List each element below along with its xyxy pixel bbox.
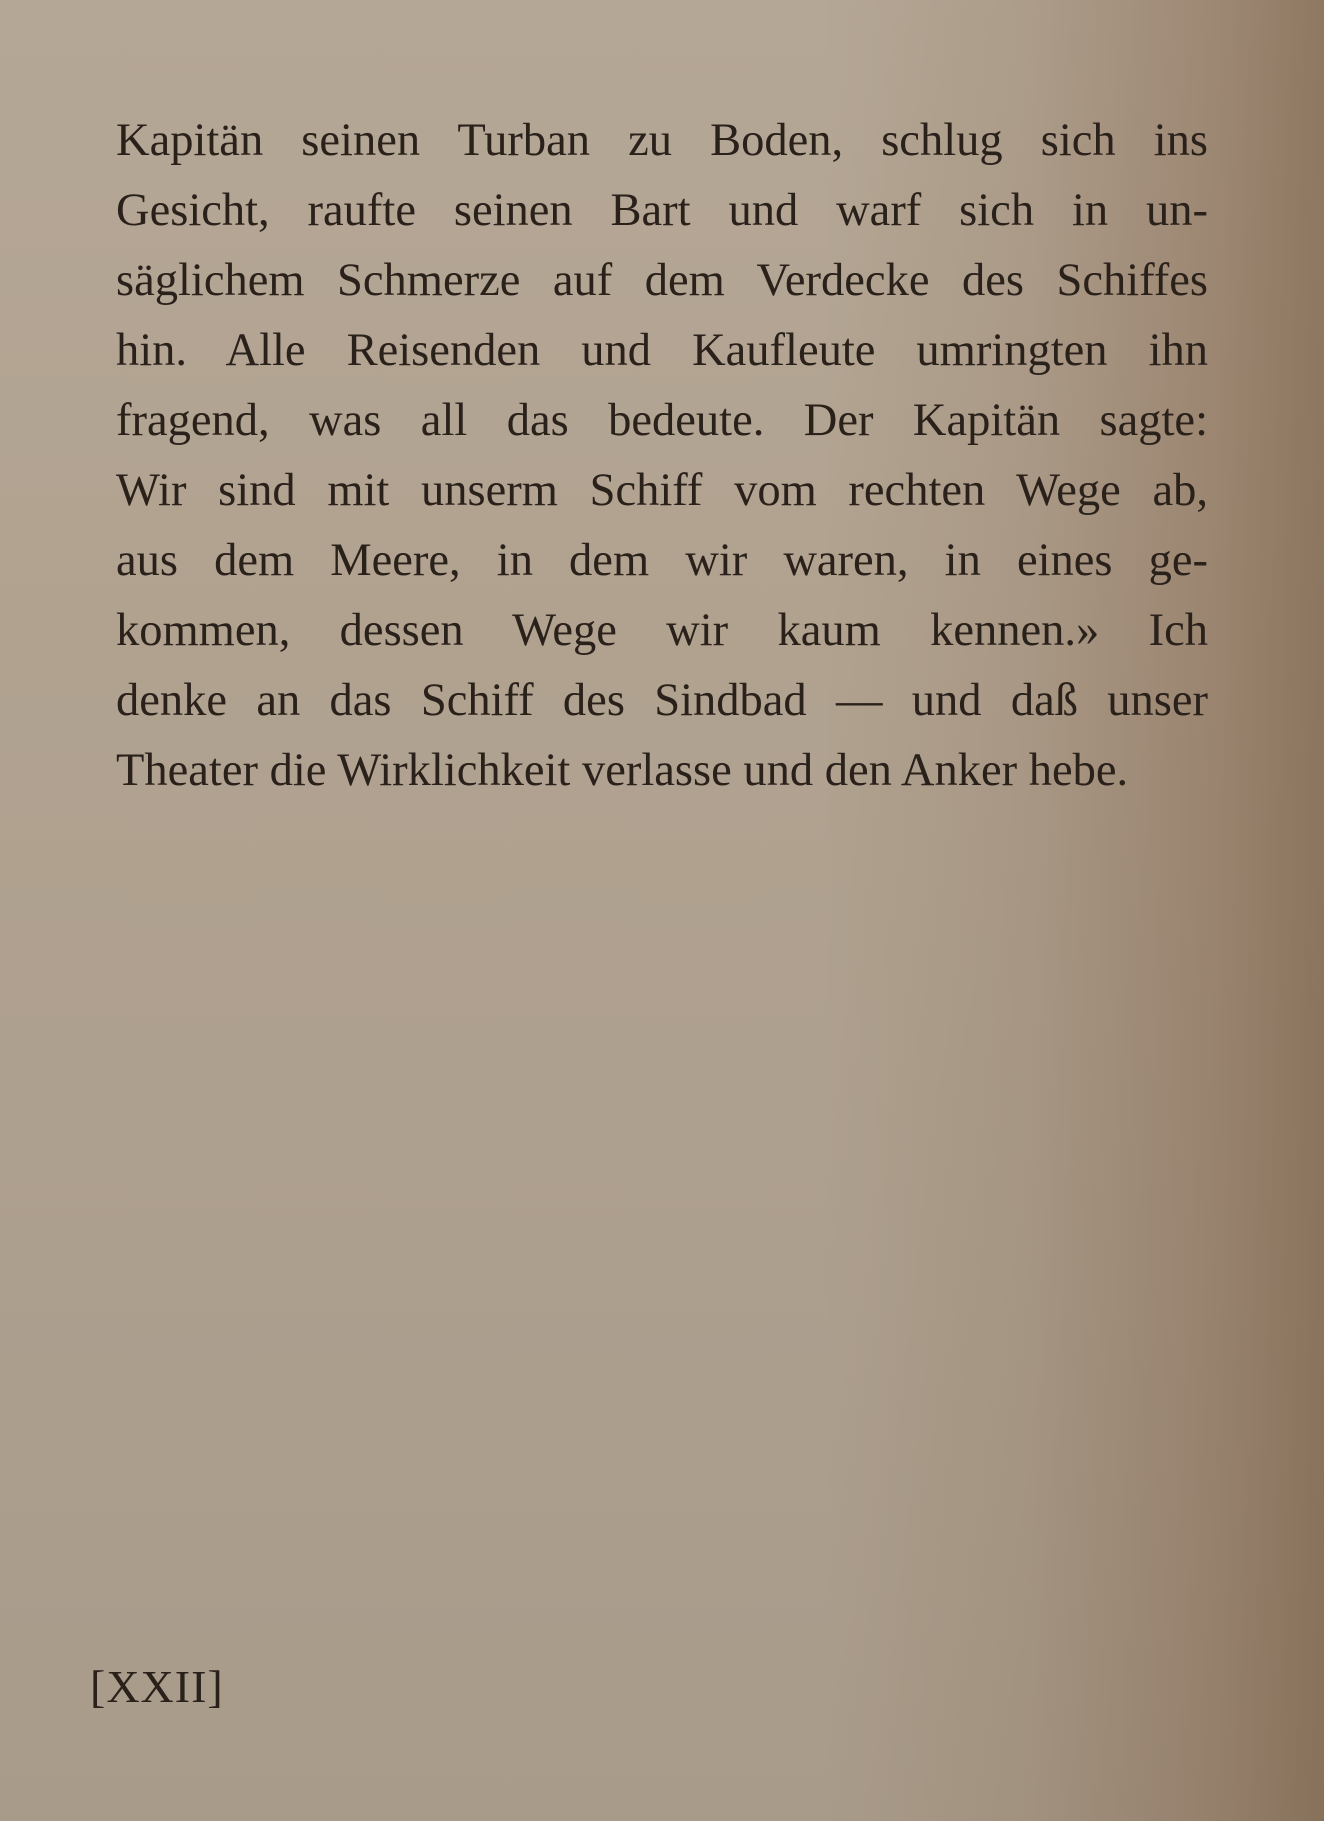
text-line: säglichem Schmerze auf dem Verdecke des Schiffes <box>116 255 1208 306</box>
text-line: Kapitän seinen Turban zu Boden, schlug sich ins <box>116 115 1208 166</box>
text-line-last: Theater die Wirklichkeit verlasse und den Anker hebe. <box>116 745 1129 796</box>
text-line: aus dem Meere, in dem wir waren, in eines ge- <box>116 535 1208 586</box>
text-line: Gesicht, raufte seinen Bart und warf sich in un- <box>116 185 1208 236</box>
text-line: denke an das Schiff des Sindbad — und daß unser <box>116 675 1208 726</box>
text-line: kommen, dessen Wege wir kaum kennen.» Ich <box>116 605 1208 656</box>
text-line: fragend, was all das bedeute. Der Kapitän sagte: <box>116 395 1208 446</box>
body-text <box>116 106 1208 806</box>
text-line: hin. Alle Reisenden und Kaufleute umringten ihn <box>116 325 1208 376</box>
page-number: [XXII] <box>90 1661 224 1712</box>
text-line: Wir sind mit unserm Schiff vom rechten Wege ab, <box>116 465 1208 516</box>
